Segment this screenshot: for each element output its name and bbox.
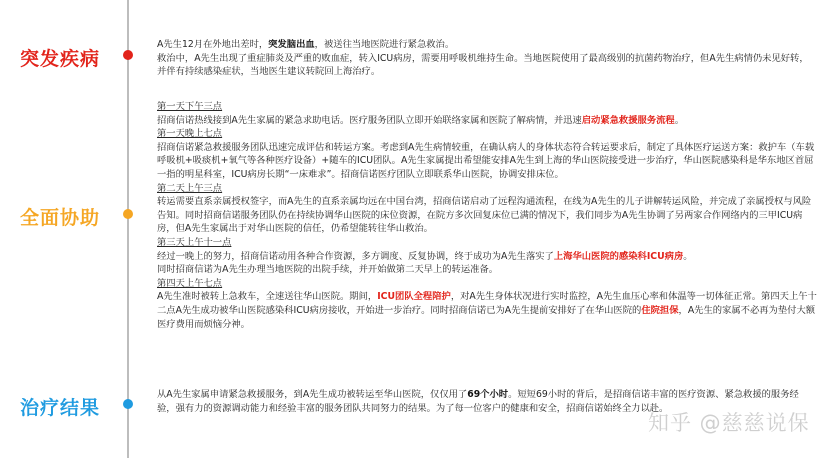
day4-pm7-text-c: ，对A先生身体状况进行实时监控，A先生血压心率和体温等一切体征正常。第四天上午十二点A先生成功被华山医院感染科ICU病房接收，开始进一步治疗。同时招商信诺已为A先生提前安排好了在华山医院的 [157, 291, 817, 316]
day4-pm7-text-e: ，A先生的家属不必再为垫付大额医疗费用而烦恼分神。 [157, 304, 816, 330]
day3-am11-text-a: 经过一晚上的努力，招商信诺动用各种合作资源，多方调度、反复协调，终于成功为A先生落实了 [157, 250, 554, 262]
day1-pm7-heading: 第一天晚上七点 [157, 128, 223, 140]
day1-pm7-text: 招商信诺紧急救援服务团队迅速完成评估和转运方案。考虑到A先生病情较重，在确认病人的身体状态符合转运要求后，制定了具体医疗运送方案：救护车（车载呼吸机+吸痰机+氧气等各种医疗设备）+随车的ICU团队。A先生家属提出希望能安排A先生到上海的华山医院接受进一步治疗，华山医院感染科是华东地区首屈一指的明星科室，ICU病房长期“一床难求”。招商信诺医疗团队立即联系华山医院，协调安排床位。 [157, 141, 815, 180]
day1-pm3-text-a: 招商信诺热线接到A先生家属的紧急求助电话。医疗服务团队立即开始联络家属和医院了解病情，并迅速 [157, 114, 582, 126]
onset-text-end: ，被送往当地医院进行紧急救治。 [314, 39, 455, 50]
day3-am11-highlight: 上海华山医院的感染科ICU病房 [553, 250, 684, 262]
day3-am11-text-d: 同时招商信诺为A先生办理当地医院的出院手续，并开始做第二天早上的转运准备。 [157, 264, 499, 276]
onset-highlight: 突发脑出血 [268, 39, 315, 50]
day4-pm7-highlight-icu: ICU团队全程陪护 [377, 291, 451, 303]
day4-pm7-highlight-guarantee: 住院担保 [641, 304, 679, 316]
day2-am3-heading: 第二天上午三点 [157, 182, 223, 194]
timeline-line [127, 0, 129, 458]
day1-pm3-text-c: 。 [674, 114, 685, 126]
day1-pm3-heading: 第一天下午三点 [157, 101, 223, 112]
day4-pm7-heading: 第四天上午七点 [157, 277, 223, 289]
day1-pm3-text [157, 114, 817, 128]
onset-block [157, 38, 817, 79]
day3-am11-text [157, 250, 817, 264]
timeline-dot-assist [123, 209, 133, 219]
section-title-onset: 突发疾病 [20, 48, 101, 70]
day1-pm3-highlight: 启动紧急救援服务流程 [581, 114, 675, 126]
onset-line2: 救治中，A先生出现了重症肺炎及严重的败血症，转入ICU病房，需要用呼吸机维持生命。当地医院使用了最高级别的抗菌药物治疗，但A先生病情仍未见好转，并伴有持续感染症状，当地医生建议转院回上海治疗。 [157, 52, 809, 78]
result-text-c: 。短短69小时的背后，是招商信诺丰富的医疗资源、紧急救援的服务经验，强有力的资源调动能力和经验丰富的服务团队共同努力的结果。为了每一位客户的健康和安全，招商信诺始终全力以赴。 [157, 389, 799, 414]
result-highlight: 69个小时 [467, 389, 509, 400]
day3-am11-text-c: 。 [683, 250, 693, 262]
day3-am11-heading: 第三天上午十一点 [157, 236, 232, 248]
assist-block [157, 100, 817, 331]
watermark: 知乎 @慈慈说保 [648, 411, 810, 435]
day4-pm7-text [157, 290, 817, 331]
timeline-dot-result [123, 399, 133, 409]
timeline-dot-onset [123, 50, 133, 60]
section-title-assist: 全面协助 [20, 207, 101, 229]
section-title-result: 治疗结果 [20, 397, 101, 419]
day2-am3-text: 转运需要直系亲属授权签字，而A先生的直系亲属均远在中国台湾，招商信诺启动了远程沟通流程，在线为A先生的儿子讲解转运风险，并完成了亲属授权与风险告知。同时招商信诺服务团队仍在持续协调华山医院的床位资源，在院方多次回复床位已满的情况下，我们同步为A先生协调了另两家合作网络内的三甲ICU病房，但A先生家属出于对华山医院的信任，仍希望能转往华山救治。 [157, 196, 812, 235]
onset-text: A先生12月在外地出差时， [157, 39, 269, 50]
onset-line1 [157, 38, 817, 52]
result-text-a: 从A先生家属申请紧急救援服务，到A先生成功被转运至华山医院，仅仅用了 [157, 389, 468, 400]
day4-pm7-text-a: A先生准时被转上急救车，全速送往华山医院。期间， [157, 291, 378, 303]
